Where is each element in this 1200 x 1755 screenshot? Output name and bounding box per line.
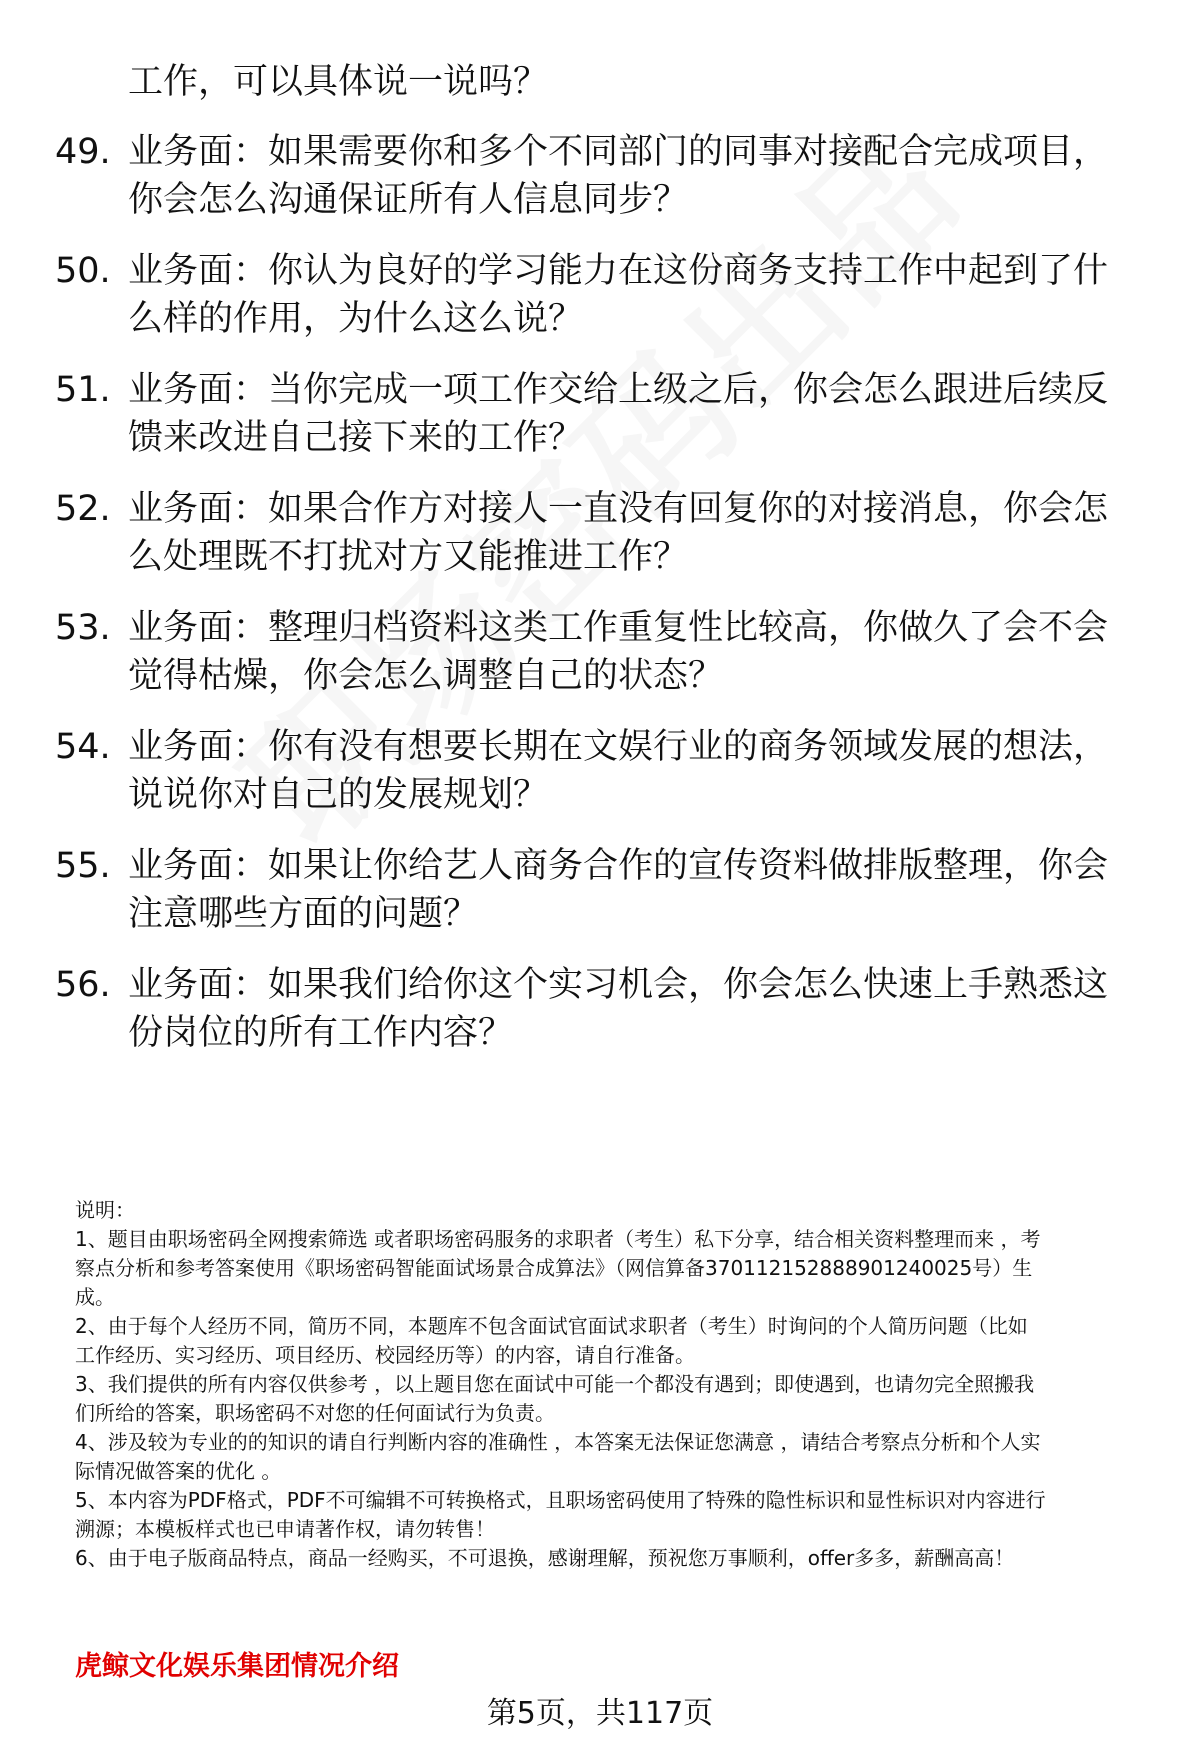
notes-line: 们所给的答案，职场密码不对您的任何面试行为负责。 [75,1401,555,1425]
question-text: 说说你对自己的发展规划？ [128,775,549,815]
notes-line: 工作经历、实习经历、项目经历、校园经历等）的内容，请自行准备。 [75,1343,695,1367]
question-text: 业务面：当你完成一项工作交给上级之后，你会怎么跟进后续反 [128,370,1109,410]
section-title-link[interactable]: 虎鲸文化娱乐集团情况介绍 [75,1651,399,1682]
question-text: 么处理既不打扰对方又能推进工作？ [128,537,689,577]
question-number: 51. [55,370,111,410]
question-text: 业务面：如果我们给你这个实习机会，你会怎么快速上手熟悉这 [128,965,1109,1005]
notes-line: 溯源；本模板样式也已申请著作权，请勿转售！ [75,1517,495,1541]
question-text: 业务面：如果需要你和多个不同部门的同事对接配合完成项目， [128,132,1109,172]
continued-question-line: 工作，可以具体说一说吗？ [128,62,549,102]
notes-line: 4、涉及较为专业的的知识的请自行判断内容的准确性 ，本答案无法保证您满意 ，请结合考察点分析和个人实 [75,1430,1041,1454]
question-text: 份岗位的所有工作内容？ [128,1013,514,1053]
notes-line: 5、本内容为PDF格式，PDF不可编辑不可转换格式，且职场密码使用了特殊的隐性标识和显性标识对内容进行 [75,1488,1046,1512]
question-text: 馈来改进自己接下来的工作？ [128,418,584,458]
notes-line: 2、由于每个人经历不同，简历不同，本题库不包含面试官面试求职者（考生）时询问的个人简历问题（比如 [75,1314,1028,1338]
question-number: 50. [55,251,111,291]
question-number: 49. [55,132,111,172]
question-number: 52. [55,489,111,529]
question-text: 业务面：如果让你给艺人商务合作的宣传资料做排版整理，你会 [128,846,1109,886]
notes-title: 说明： [75,1198,135,1222]
question-text: 业务面：你有没有想要长期在文娱行业的商务领域发展的想法， [128,727,1109,767]
notes-section [75,1196,1165,1573]
question-text: 觉得枯燥，你会怎么调整自己的状态？ [128,656,724,696]
question-text: 业务面：你认为良好的学习能力在这份商务支持工作中起到了什 [128,251,1109,291]
question-number: 55. [55,846,111,886]
notes-line: 3、我们提供的所有内容仅供参考 ，以上题目您在面试中可能一个都没有遇到；即使遇到，也请勿完全照搬我 [75,1372,1035,1396]
page-number: 第5页，共117页 [486,1696,714,1731]
question-number: 56. [55,965,111,1005]
notes-line: 察点分析和参考答案使用《职场密码智能面试场景合成算法》（网信算备370112152888901240025号）生 [75,1256,1033,1280]
question-text: 业务面：如果合作方对接人一直没有回复你的对接消息，你会怎 [128,489,1109,529]
question-text: 你会怎么沟通保证所有人信息同步？ [128,180,689,220]
notes-line: 1、题目由职场密码全网搜索筛选 或者职场密码服务的求职者（考生）私下分享，结合相关资料整理而来 ，考 [75,1227,1041,1251]
question-number: 53. [55,608,111,648]
question-text: 么样的作用，为什么这么说？ [128,299,584,339]
question-text: 注意哪些方面的问题？ [128,894,479,934]
notes-line: 6、由于电子版商品特点，商品一经购买，不可退换，感谢理解，预祝您万事顺利，offer多多，薪酬高高！ [75,1546,1015,1570]
question-number: 54. [55,727,111,767]
notes-line: 际情况做答案的优化 。 [75,1459,282,1483]
notes-line: 成。 [75,1285,115,1309]
question-text: 业务面：整理归档资料这类工作重复性比较高，你做久了会不会 [128,608,1109,648]
